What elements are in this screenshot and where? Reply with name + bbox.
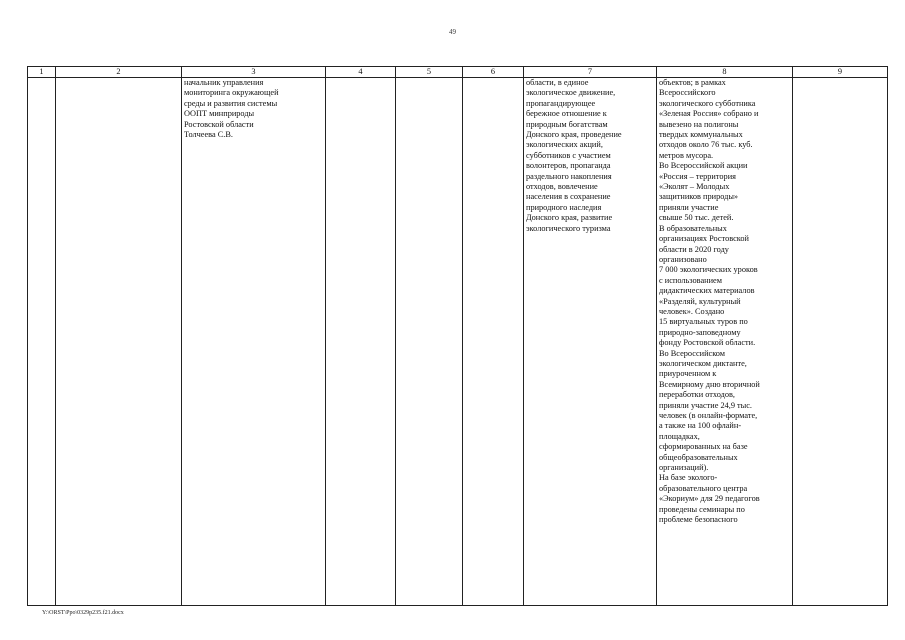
cell-col-1 xyxy=(28,78,56,606)
column-header-3: 3 xyxy=(182,67,326,78)
column-header-5: 5 xyxy=(396,67,463,78)
cell-col-5 xyxy=(396,78,463,606)
column-header-6: 6 xyxy=(463,67,524,78)
cell-col-2 xyxy=(56,78,182,606)
cell-col-6 xyxy=(463,78,524,606)
column-header-9: 9 xyxy=(793,67,888,78)
cell-results: объектов; в рамках Всероссийского экологического субботника «Зеленая Россия» собрано и вывезено на полигоны твердых коммунальных отходов около 76 тыс. куб. метров мусора. Во Всероссийской акции «Россия – территория «Эколят – Молодых защитников природы» приняли участие свыше 50 тыс. детей. В образовательных организациях Ростовской области в 2020 году организовано 7 000 экологических уроков с использованием дидактических материалов «Разделяй, культурный человек». Создано 15 виртуальных туров по природно-заповедному фонду Ростовской области. Во Всероссийском экологическом диктанте, приуроченном к Всемирному дню вторичной переработки отходов, приняли участие 24,9 тыс. человек (в онлайн-формате, а также на 100 офлайн- площадках, сформированных на базе общеобразовательных организаций). На базе эколого- образовательного центра «Экориум» для 29 педагогов проведены семинары по проблеме безопасного xyxy=(657,78,793,606)
cell-goals: области, в единое экологическое движение, пропагандирующее бережное отношение к природным богатствам Донского края, проведение экологических акций, субботников с участием волонтеров, пропаганда раздельного накопления отходов, вовлечение населения в сохранение природного наследия Донского края, развитие экологического туризма xyxy=(524,78,657,606)
cell-col-4 xyxy=(326,78,396,606)
column-header-7: 7 xyxy=(524,67,657,78)
column-header-1: 1 xyxy=(28,67,56,78)
page-number: 49 xyxy=(449,28,456,36)
column-header-2: 2 xyxy=(56,67,182,78)
cell-col-9 xyxy=(793,78,888,606)
table-header-row xyxy=(28,67,888,78)
column-header-8: 8 xyxy=(657,67,793,78)
table-row xyxy=(28,78,888,606)
footer-file-path: Y:\ORST\Ppo\0329p235.f21.docx xyxy=(42,610,124,616)
cell-responsible-person: начальник управления мониторинга окружающей среды и развития системы ООПТ минприроды Ростовской области Толчеева С.В. xyxy=(182,78,326,606)
document-table xyxy=(27,66,888,606)
column-header-4: 4 xyxy=(326,67,396,78)
